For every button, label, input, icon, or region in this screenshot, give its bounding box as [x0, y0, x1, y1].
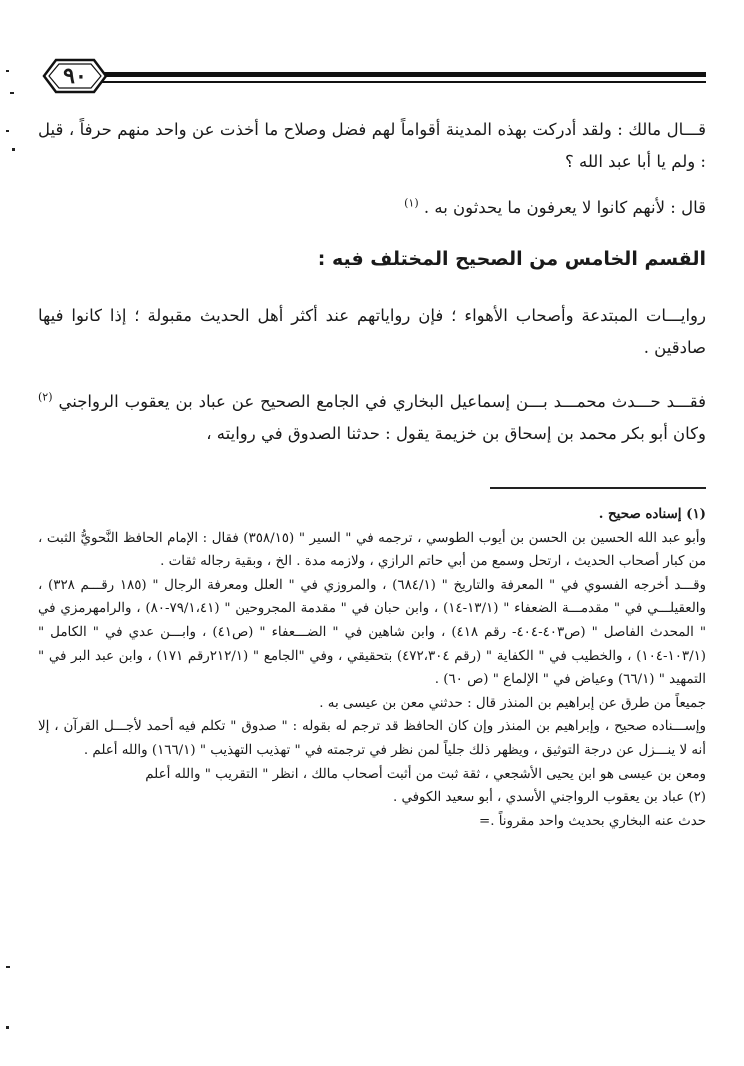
scan-speck: [6, 130, 9, 132]
paragraph-bukhari: [38, 386, 706, 450]
footnote-1-paragraph: وإســـناده صحيح ، وإبراهيم بن المنذر وإن كان الحافظ قد ترجم له بقوله : " صدوق " تكلم فيه أحمد لأجـــل القرآن ، إلا أنه لا ينـــزل عن درجة التوثيق ، ويظهر ذلك جلياً لمن نظر في ترجمته في " تهذيب التهذيب " (١٦٦/١) والله أعلم .: [38, 719, 706, 758]
scan-speck: [6, 70, 9, 72]
scan-speck: [6, 966, 10, 968]
footnote-separator: [490, 487, 706, 489]
header-rule-thin: [100, 81, 706, 83]
footnote-1-paragraph: جميعاً من طرق عن إبراهيم بن المنذر قال : حدثني معن بن عيسى به .: [319, 695, 706, 711]
footnote-marker-2: (٢): [38, 390, 53, 404]
main-text: [38, 108, 706, 450]
footnote-1-paragraph: وأبو عبد الله الحسين بن الحسن بن أيوب الطوسي ، ترجمه في " السير " (٣٥٨/١٥) فقال : الإمام الحافظ النَّحويُّ الثبت ، من كبار أصحاب الحديث ، ارتحل وسمع من أبي حاتم الرازي ، ولازمه مدة . الخ ، وبقية رجاله ثقات .: [38, 530, 706, 570]
scan-speck: [12, 148, 15, 151]
paragraph-reply: [38, 192, 706, 224]
scan-speck: [10, 92, 14, 94]
footnotes: [38, 503, 706, 833]
paragraph-malik: قـــال مالك : ولقد أدركت بهذه المدينة أقواماً لهم فضل وصلاح ما أخذت عن واحد منهم حرفاً ، قيل : ولم يا أبا عبد الله ؟: [38, 120, 706, 171]
paragraph-innovators: روايـــات المبتدعة وأصحاب الأهواء ؛ فإن رواياتهم عند أكثر أهل الحديث مقبولة ؛ إذا كانوا فيها صادقين .: [38, 306, 706, 357]
footnote-1-title: (١) إسناده صحيح .: [598, 506, 706, 522]
scan-speck: [6, 1026, 9, 1029]
footnote-1-paragraph: وقـــد أخرجه الفسوي في " المعرفة والتاريخ " (٦٨٤/١) ، والمروزي في " العلل ومعرفة الرجال " (١٨٥ رقـــم ٣٢٨) ، والعقيلـــي في " مقدمـــة الضعفاء " (١٣/١-١٤) ، وابن حبان في " مقدمة المجروحين " (٧٩/١،٤١-٨٠) ، والرامهرمزي في " المحدث الفاصل " (ص٤٠٣-٤٠٤- رقم ٤١٨) ، وابن شاهين في " الضـــعفاء " (ص٤١) ، وابـــن عدي في " الكامل " (١٠٣/١-١٠٤) ، والخطيب في " الكفاية " (رقم ٤٧٢،٣٠٤) بتحقيقي ، وفي "الجامع " (٢١٢/١رقم ١٧١) ، وابن عبد البر في " التمهيد " (٦٦/١) وعياض في " الإلماع " (ص ٦٠) .: [38, 577, 707, 688]
footnote-1-paragraph: ومعن بن عيسى هو ابن يحيى الأشجعي ، ثقة ثبت من أثبت أصحاب مالك ، انظر " التقريب " والله أعلم: [145, 766, 706, 782]
page-number-badge: [42, 56, 108, 96]
footnote-2-paragraph: حدث عنه البخاري بحديث واحد مقروناً .=: [478, 813, 706, 829]
header-rule: [100, 72, 706, 77]
paragraph-reply-text: قال : لأنهم كانوا لا يعرفون ما يحدثون به .: [423, 198, 706, 217]
paragraph-bukhari-text-1: فقـــد حـــدث محمـــد بـــن إسماعيل البخاري في الجامع الصحيح عن عباد بن يعقوب الرواجني: [58, 392, 706, 411]
section-heading: القسم الخامس من الصحيح المختلف فيه :: [317, 248, 706, 270]
footnote-2-paragraph: (٢) عباد بن يعقوب الرواجني الأسدي ، أبو سعيد الكوفي .: [392, 790, 706, 806]
page-number: ٩٠: [63, 63, 87, 89]
footnote-marker-1: (١): [404, 196, 419, 210]
paragraph-bukhari-text-2: وكان أبو بكر محمد بن إسحاق بن خزيمة يقول : حدثنا الصدوق في روايته ،: [206, 424, 706, 443]
